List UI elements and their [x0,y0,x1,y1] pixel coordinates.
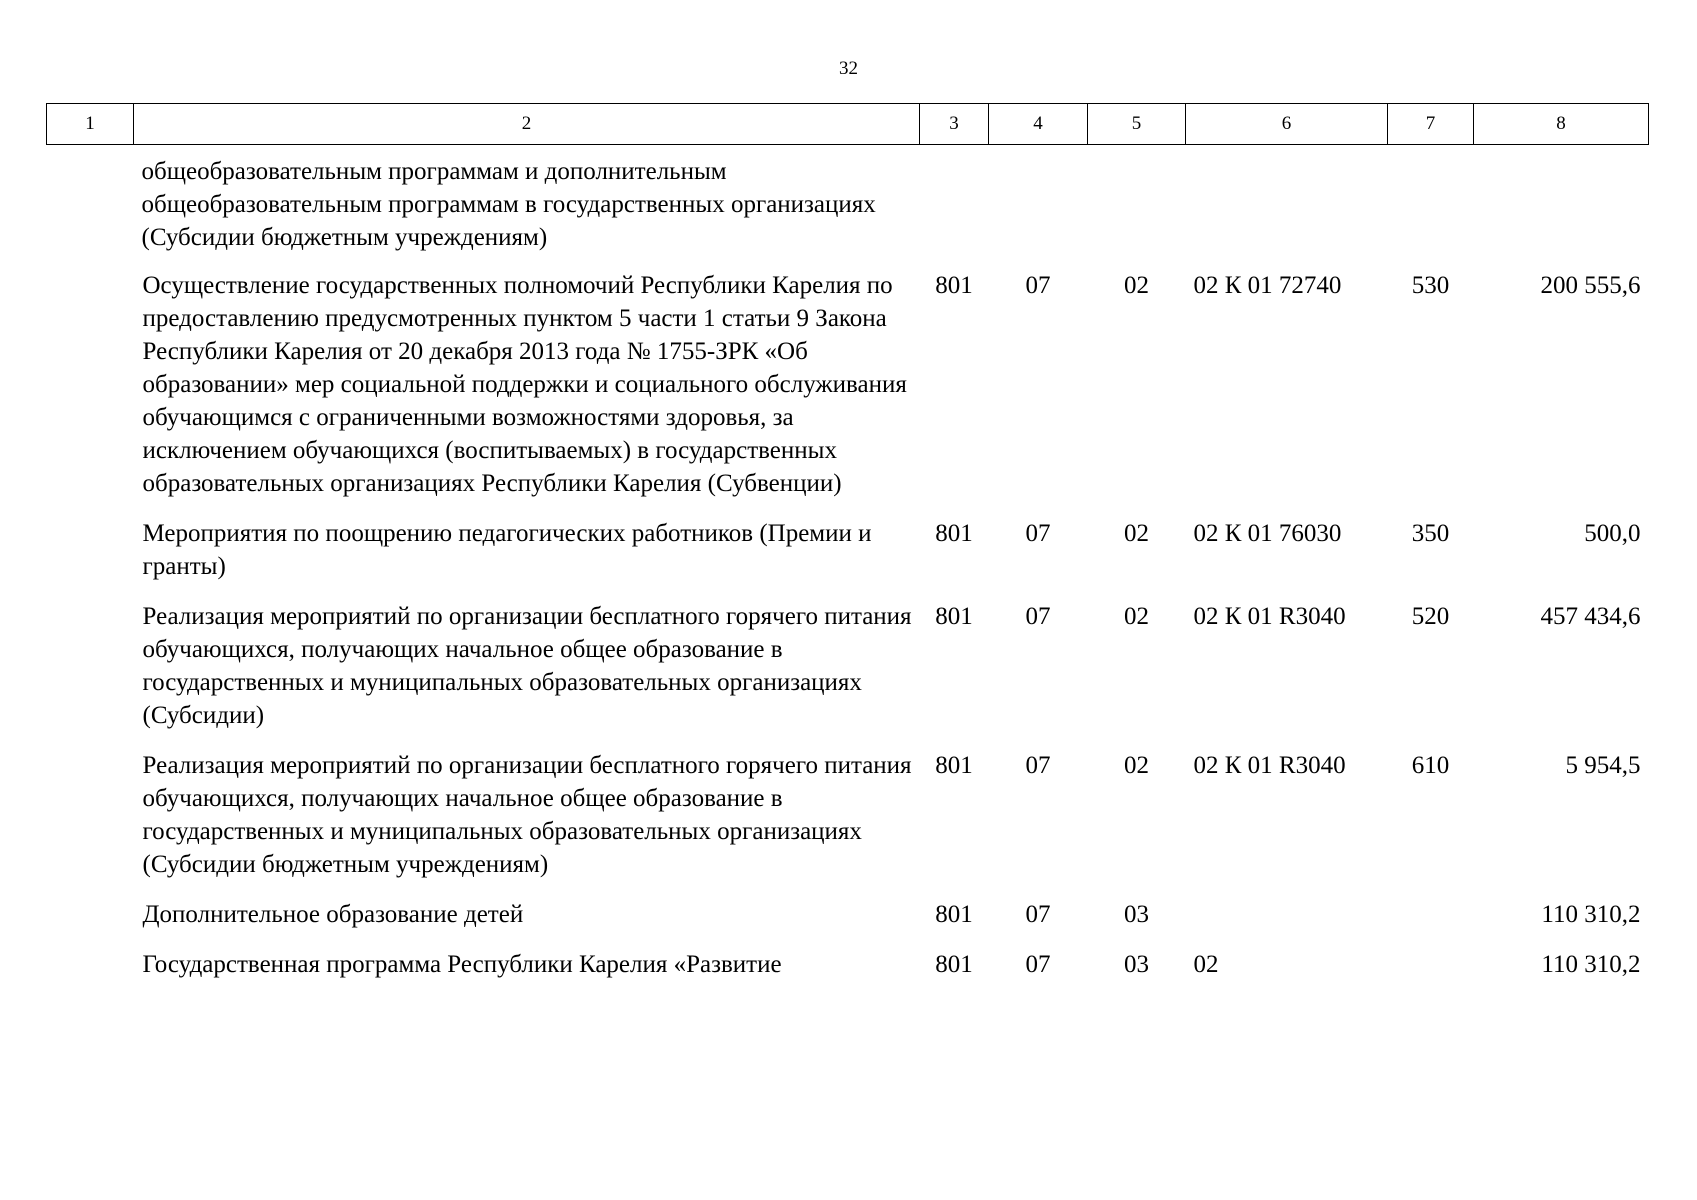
row-csr: 02 [1193,951,1219,978]
row-vr [1388,947,1474,997]
row-description: Реализация мероприятий по организации бесплатного горячего питания обучающихся, получающих начальное общее образование в государственных и муниципальных образовательных организациях (Субсидии) [142,603,912,729]
table-row [47,897,1649,947]
row-rz: 07 [1025,272,1051,299]
row-gr: 801 [935,272,973,299]
row-pr [1088,145,1186,269]
row-csr: 02 К 01 72740 [1193,272,1342,299]
row-csr: 02 К 01 R3040 [1193,603,1346,630]
row-vr: 530 [1411,272,1450,299]
row-sum: 5 954,5 [1565,752,1641,779]
table-row [47,748,1649,897]
row-sum: 500,0 [1584,520,1641,547]
row-csr: 02 К 01 76030 [1193,520,1342,547]
row-pr: 03 [1124,951,1149,978]
row-description: Реализация мероприятий по организации бесплатного горячего питания обучающихся, получающих начальное общее образование в государственных и муниципальных образовательных организациях (Субсидии бюджетным учреждениям) [142,752,912,878]
row-description: Мероприятия по поощрению педагогических работников (Премии и гранты) [142,520,872,580]
row-gr: 801 [935,520,973,547]
table-row [47,268,1649,516]
row-rz: 07 [1025,603,1051,630]
page-number: 32 [839,58,858,79]
table-row [47,516,1649,599]
column-header-3: 3 [920,104,989,145]
row-vr: 520 [1411,603,1450,630]
row-rz: 07 [1025,520,1051,547]
row-description: Дополнительное образование детей [142,901,524,928]
row-pr: 03 [1124,901,1149,928]
row-pr: 02 [1124,272,1149,299]
row-pr: 02 [1124,603,1149,630]
column-header-4: 4 [989,104,1088,145]
row-gr: 801 [935,752,973,779]
row-gr: 801 [935,603,973,630]
row-sum [1474,145,1649,269]
row-pr: 02 [1124,520,1149,547]
column-header-5: 5 [1088,104,1186,145]
row-csr: 02 К 01 R3040 [1193,752,1346,779]
row-sum: 110 310,2 [1541,951,1641,978]
column-header-6: 6 [1186,104,1388,145]
row-csr [1186,145,1388,269]
column-header-8: 8 [1474,104,1649,145]
row-csr [1186,897,1388,947]
row-sum: 200 555,6 [1540,272,1641,299]
row-vr [1388,897,1474,947]
row-rz [989,145,1088,269]
row-rz: 07 [1025,901,1051,928]
row-pr: 02 [1124,752,1149,779]
row-gr: 801 [935,951,973,978]
column-header-1: 1 [47,104,134,145]
table-row [47,599,1649,748]
row-sum: 457 434,6 [1540,603,1641,630]
row-vr [1388,145,1474,269]
row-description: Государственная программа Республики Карелия «Развитие [142,951,782,978]
row-gr: 801 [935,901,973,928]
row-description: общеобразовательным программам и дополнительным общеобразовательным программам в государственных организациях (Субсидии бюджетным учреждениям) [141,158,876,251]
table-row [47,145,1649,269]
row-vr: 610 [1411,752,1450,779]
budget-table [46,103,1649,997]
row-sum: 110 310,2 [1541,901,1641,928]
table-row [47,947,1649,997]
table-header [47,104,1649,145]
row-rz: 07 [1025,752,1051,779]
row-rz: 07 [1025,951,1051,978]
row-gr [920,145,989,269]
column-header-2: 2 [134,104,920,145]
row-vr: 350 [1411,520,1450,547]
column-header-7: 7 [1388,104,1474,145]
row-description: Осуществление государственных полномочий Республики Карелия по предоставлению предусмотренных пунктом 5 части 1 статьи 9 Закона Республики Карелия от 20 декабря 2013 года № 1755-ЗРК «Об образовании» мер социальной поддержки и социального обслуживания обучающимся с ограниченными возможностями здоровья, за исключением обучающихся (воспитываемых) в государственных образовательных организациях Республики Карелия (Субвенции) [142,272,907,497]
